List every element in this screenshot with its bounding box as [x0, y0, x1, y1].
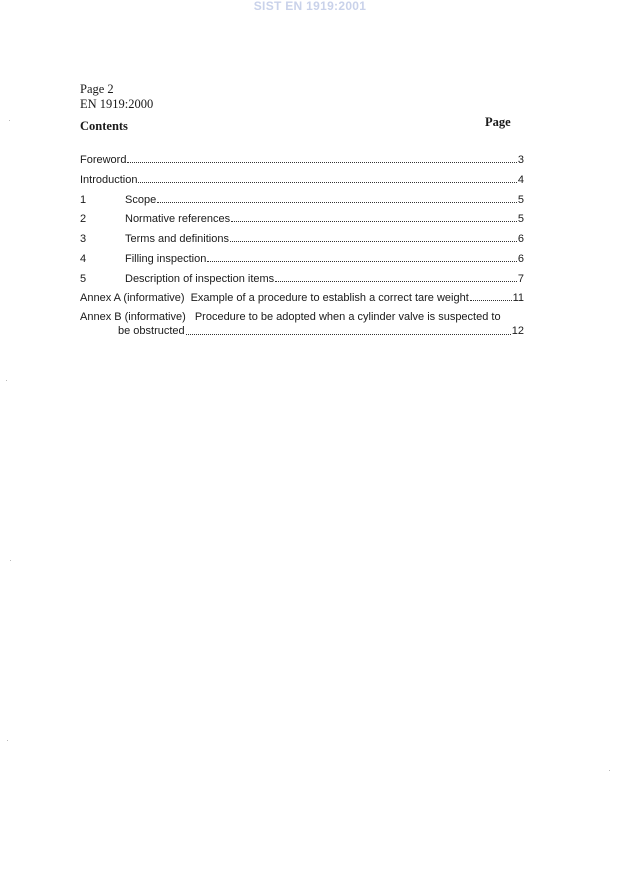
- toc-entry-page: 5: [517, 213, 524, 225]
- annex-title-line2: be obstructed: [118, 325, 185, 337]
- dot-leader: [231, 221, 517, 222]
- dot-leader: [275, 281, 517, 282]
- scan-speck: [6, 380, 7, 381]
- annex-label: Annex B (informative): [80, 311, 186, 323]
- dot-leader: [230, 241, 517, 242]
- dot-leader: [138, 182, 516, 183]
- toc-entry-number: 4: [80, 253, 87, 265]
- toc-entry-number: 5: [80, 273, 87, 285]
- toc-entry-title: Description of inspection items: [125, 273, 275, 285]
- toc-entry-number: 3: [80, 233, 87, 245]
- page-column-heading: Page: [485, 115, 511, 129]
- watermark: SIST EN 1919:2001: [253, 0, 367, 13]
- scan-speck: [10, 560, 11, 561]
- annex-b-second-line: [80, 324, 524, 338]
- annex-b-first-line: [80, 310, 524, 324]
- page-header: [80, 82, 153, 111]
- toc-entry-terms-and-definitions[interactable]: [80, 229, 524, 245]
- toc-entry-title: Terms and definitions: [125, 233, 229, 245]
- dot-leader: [157, 202, 517, 203]
- toc-entry-description-of-inspection-items[interactable]: [80, 269, 524, 285]
- scan-speck: [9, 120, 10, 121]
- toc-entry-page: 11: [512, 292, 524, 304]
- dot-leader: [186, 334, 511, 335]
- toc-entry-title: Scope: [125, 194, 157, 206]
- toc-entry-foreword[interactable]: [80, 150, 524, 166]
- toc-entry-title: Introduction: [80, 174, 138, 186]
- scan-speck: [609, 770, 610, 771]
- toc-entry-page: 5: [517, 194, 524, 206]
- document-id: EN 1919:2000: [80, 96, 154, 111]
- dot-leader: [470, 300, 512, 301]
- toc-entry-page: 4: [517, 174, 524, 186]
- toc-entry-page: 7: [517, 273, 524, 285]
- toc-entry-number: 1: [80, 194, 87, 206]
- toc-entry-introduction[interactable]: [80, 170, 524, 186]
- toc-entry-annex-b[interactable]: [80, 310, 524, 338]
- toc-entry-scope[interactable]: [80, 190, 524, 206]
- toc-entry-normative-references[interactable]: [80, 209, 524, 225]
- toc-entry-annex-a[interactable]: [80, 288, 524, 304]
- toc-entry-page: 3: [517, 154, 524, 166]
- toc-entry-title: Filling inspection: [125, 253, 207, 265]
- annex-label: Annex A (informative): [80, 292, 185, 304]
- toc-entry-filling-inspection[interactable]: [80, 249, 524, 265]
- dot-leader: [207, 261, 517, 262]
- annex-title-line1: Procedure to be adopted when a cylinder valve is suspected to: [194, 311, 501, 323]
- toc-entry-page: 6: [517, 233, 524, 245]
- annex-title: Example of a procedure to establish a correct tare weight: [190, 292, 469, 304]
- toc-entry-page: 12: [511, 325, 524, 337]
- toc-entry-page: 6: [517, 253, 524, 265]
- toc-entry-title: Normative references: [125, 213, 231, 225]
- toc-entry-title: Foreword: [80, 154, 127, 166]
- scan-speck: [7, 740, 8, 741]
- page-number-label: Page 2: [80, 82, 114, 96]
- contents-heading: Contents: [80, 119, 128, 133]
- dot-leader: [127, 162, 516, 163]
- toc-entry-number: 2: [80, 213, 87, 225]
